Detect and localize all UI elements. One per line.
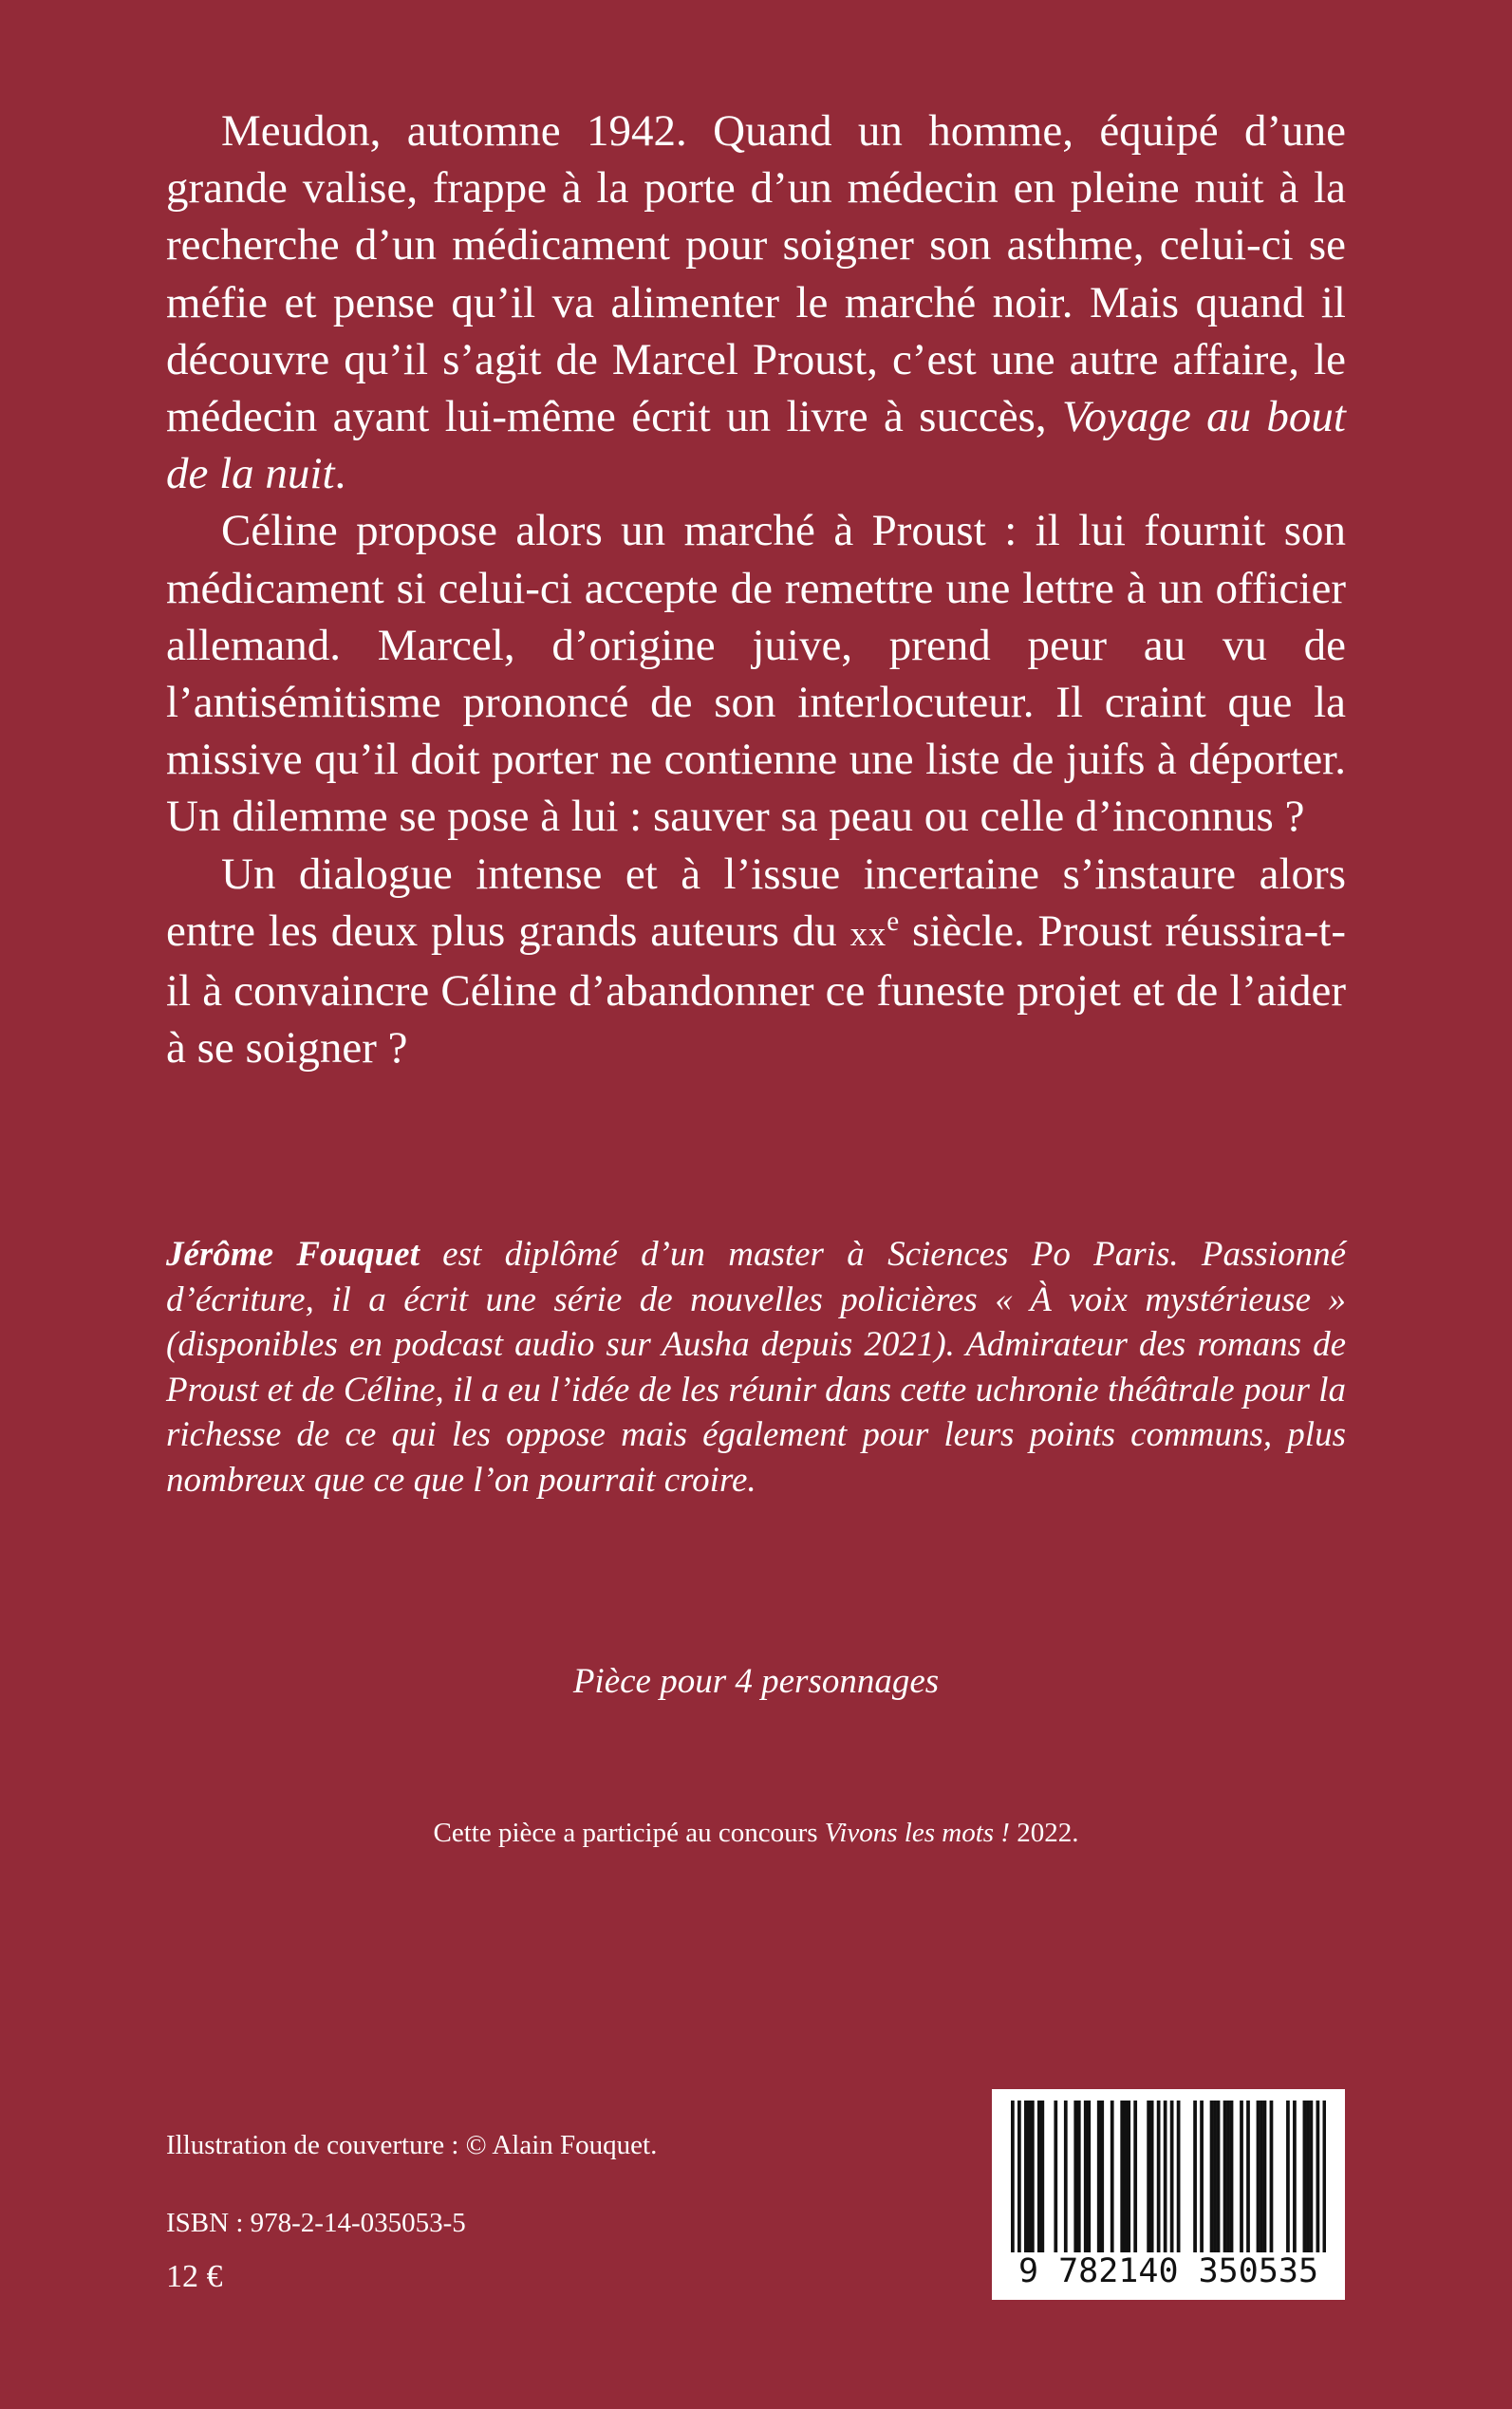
barcode-bar	[1024, 2101, 1028, 2252]
author-bio-text: est diplômé d’un master à Sciences Po Paris. Passionné d’écriture, il a écrit une série de nouvelles policières « À voix mystérieuse » (disponibles en podcast audio sur Ausha depuis 2021). Admirateur des romans de Proust et de Céline, il a eu l’idée de les réunir dans cette uchronie théâtrale pour la richesse de ce qui les oppose mais également pour leurs points communs, plus nombreux que ce que l’on pourrait croire.	[166, 1235, 1347, 1500]
barcode-bar	[1270, 2101, 1274, 2252]
price: 12 €	[166, 2259, 223, 2294]
barcode-bar	[1210, 2101, 1214, 2252]
synopsis-paragraph-2: Céline propose alors un marché à Proust : il lui fournit son médicament si celui-ci accepte de remettre une lettre à un officier allemand. Marcel, d’origine juive, prend peur au vu de l’antisémitisme prononcé de son interlocuteur. Il craint que la missive qu’il doit porter ne contienne une liste de juifs à déporter. Un dilemme se pose à lui : sauver sa peau ou celle d’inconnus ?	[166, 506, 1346, 842]
barcode-bar	[1306, 2101, 1310, 2252]
barcode-bar	[1100, 2101, 1104, 2252]
barcode-bar	[1223, 2101, 1227, 2252]
barcode-bar	[1133, 2101, 1137, 2252]
barcode-bar	[1087, 2101, 1091, 2252]
characters-note: Pièce pour 4 personnages	[572, 1662, 940, 1701]
barcode-bar	[1170, 2101, 1174, 2252]
barcode-bar	[1310, 2101, 1314, 2252]
barcode-bar	[1240, 2101, 1243, 2252]
barcode-bar	[1213, 2101, 1217, 2252]
synopsis-p3-end: siècle. Proust réussira-t-il à convaincre Céline d’abandonner ce funeste projet et de l’aider à se soigner ?	[166, 906, 1346, 1074]
barcode-bar	[1157, 2101, 1161, 2252]
synopsis-p3-start: Un dialogue intense et à l’issue incertaine s’instaure alors entre les deux plus grands auteurs du	[166, 849, 1346, 956]
synopsis-p1-end: .	[334, 449, 346, 499]
barcode-bar	[1017, 2101, 1021, 2252]
barcode-bar	[1031, 2101, 1035, 2252]
contest-note	[166, 1815, 1346, 1851]
barcode-bars	[1011, 2101, 1326, 2252]
barcode-bar	[1037, 2101, 1041, 2252]
barcode-bar	[1164, 2101, 1167, 2252]
synopsis	[166, 103, 1346, 1076]
barcode-bar	[1054, 2101, 1057, 2252]
barcode-bar	[1027, 2101, 1031, 2252]
barcode-bar	[1120, 2101, 1124, 2252]
barcode	[992, 2089, 1345, 2300]
synopsis-p1-text: Meudon, automne 1942. Quand un homme, équipé d’une grande valise, frappe à la porte d’un médecin en pleine nuit à la recherche d’un médicament pour soigner son asthme, celui-ci se méfie et pense qu’il va alimenter le marché noir. Mais quand il découvre qu’il s’agit de Marcel Proust, c’est une autre affaire, le médecin ayant lui-même écrit un livre à succès,	[166, 106, 1346, 442]
barcode-bar	[1077, 2101, 1081, 2252]
barcode-bar	[1011, 2101, 1015, 2252]
barcode-bar	[1246, 2101, 1250, 2252]
barcode-bar	[1303, 2101, 1307, 2252]
barcode-bar	[1263, 2101, 1267, 2252]
century-superscript: e	[887, 906, 900, 937]
barcode-bar	[1124, 2101, 1128, 2252]
barcode-bar	[1073, 2101, 1077, 2252]
barcode-bar	[1200, 2101, 1204, 2252]
barcode-bar	[1323, 2101, 1326, 2252]
contest-after: 2022.	[1009, 1818, 1079, 1848]
barcode-bar	[1097, 2101, 1101, 2252]
century-numeral: xx	[849, 913, 887, 953]
barcode-digits: 9 782140 350535	[1017, 2252, 1319, 2290]
synopsis-paragraph-1	[166, 103, 1346, 502]
barcode-bar	[1286, 2101, 1290, 2252]
barcode-bar	[1064, 2101, 1068, 2252]
contest-before: Cette pièce a participé au concours	[433, 1818, 825, 1848]
barcode-bar	[1217, 2101, 1221, 2252]
barcode-bar	[1226, 2101, 1230, 2252]
contest-name: Vivons les mots !	[824, 1818, 1010, 1848]
book-title-voyage: Voyage au bout de la nuit	[166, 392, 1346, 499]
barcode-bar	[1150, 2101, 1154, 2252]
author-name: Jérôme Fouquet	[166, 1235, 420, 1274]
barcode-bar	[1177, 2101, 1181, 2252]
barcode-bar	[1040, 2101, 1044, 2252]
barcode-bar	[1084, 2101, 1088, 2252]
barcode-bar	[1193, 2101, 1197, 2252]
illustration-credit: Illustration de couverture : © Alain Fouquet.	[166, 2130, 658, 2160]
barcode-bar	[1293, 2101, 1297, 2252]
author-bio	[166, 1232, 1346, 1503]
barcode-bar	[1127, 2101, 1130, 2252]
synopsis-paragraph-3	[166, 846, 1346, 1077]
barcode-bar	[1147, 2101, 1150, 2252]
isbn: ISBN : 978-2-14-035053-5	[166, 2208, 466, 2238]
barcode-bar	[1230, 2101, 1234, 2252]
barcode-bar	[1111, 2101, 1114, 2252]
barcode-bar	[1257, 2101, 1260, 2252]
barcode-bar	[1260, 2101, 1263, 2252]
barcode-bar	[1316, 2101, 1320, 2252]
